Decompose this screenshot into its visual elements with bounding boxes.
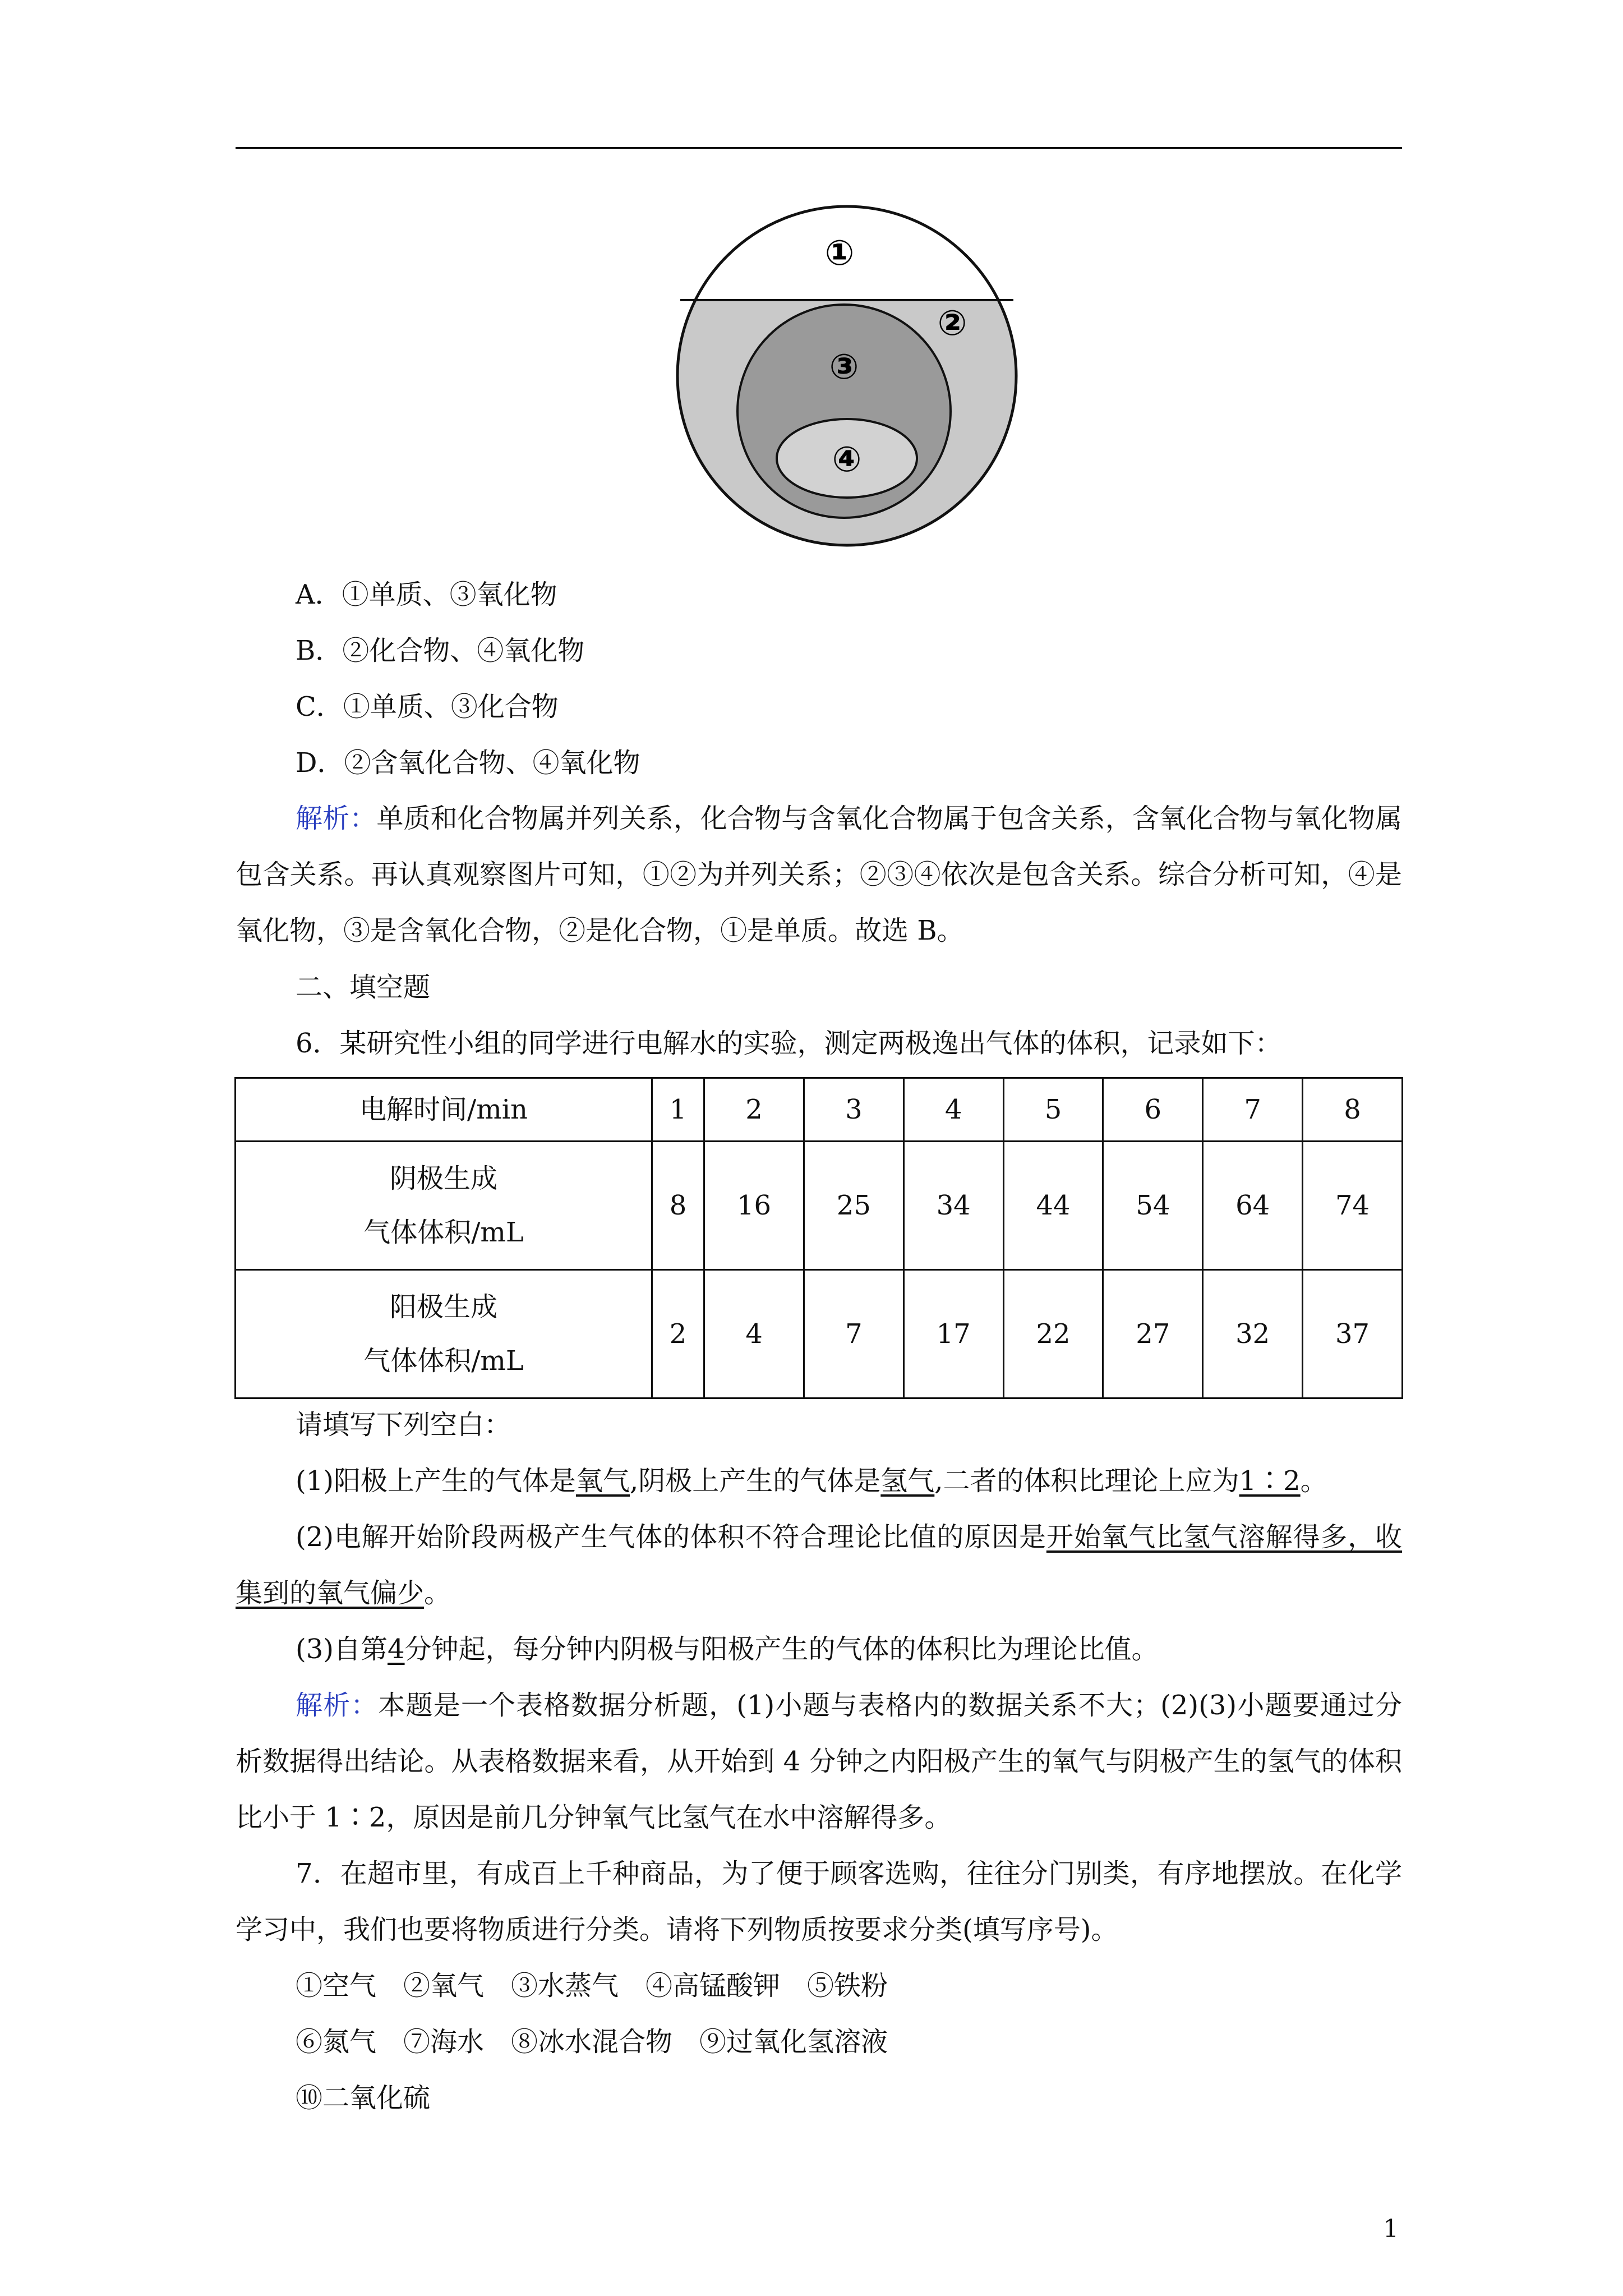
table-row	[236, 1142, 1403, 1270]
diagram-label-3: ③	[829, 346, 859, 387]
page-number: 1	[1383, 2215, 1399, 2243]
table-header-cell: 7	[1203, 1078, 1303, 1142]
fill-prompt: 请填写下列空白：	[296, 1409, 511, 1441]
table-header-cell: 1	[652, 1078, 704, 1142]
table-header-cell: 6	[1103, 1078, 1203, 1142]
diagram-label-4: ④	[832, 439, 862, 480]
table-header-cell: 2	[704, 1078, 804, 1142]
section-title: 二、填空题	[296, 972, 431, 1003]
analysis-label: 解析：	[296, 803, 377, 834]
table-header-label: 电解时间/min	[236, 1078, 652, 1142]
text-run: 分钟起，每分钟内阴极与阳极产生的气体的体积比为理论比值。	[404, 1634, 1159, 1665]
sub-question-2	[236, 1509, 1402, 1621]
text-run: 。	[1300, 1465, 1327, 1497]
table-row-label	[236, 1270, 652, 1398]
table-cell: 37	[1303, 1270, 1403, 1398]
option-d: D．②含氧化合物、④氧化物	[296, 747, 640, 779]
table-header-cell: 4	[903, 1078, 1003, 1142]
text-run: ,阴极上产生的气体是	[630, 1465, 881, 1497]
row-label-line: 阳极生成	[389, 1291, 497, 1323]
row-label-line: 阴极生成	[389, 1163, 497, 1194]
diagram-label-2: ②	[937, 302, 967, 343]
option-b: B．②化合物、④氧化物	[296, 635, 585, 666]
text-run: (2)电解开始阶段两极产生气体的体积不符合理论比值的原因是	[296, 1521, 1046, 1553]
analysis-paragraph-1	[236, 790, 1402, 959]
sub-question-3	[296, 1632, 1159, 1666]
diagram-label-1: ①	[824, 232, 855, 273]
option-a: A．①单质、③氧化物	[296, 579, 557, 610]
table-cell: 22	[1003, 1270, 1103, 1398]
question-7-stem: 7．在超市里，有成百上千种商品，为了便于顾客选购，往往分门别类，有序地摆放。在化学学习中，我们也要将物质进行分类。请将下列物质按要求分类(填写序号)。	[236, 1858, 1402, 1945]
classification-diagram	[676, 205, 1018, 547]
q7-items-line-1: ①空气 ②氧气 ③水蒸气 ④高锰酸钾 ⑤铁粉	[296, 1970, 888, 2001]
analysis-text: 本题是一个表格数据分析题，(1)小题与表格内的数据关系不大；(2)(3)小题要通过分析数据得出结论。从表格数据来看，从开始到 4 分钟之内阳极产生的氧气与阴极产生的氢气的体积比小于 1∶2，原因是前几分钟氧气比氢气在水中溶解得多。	[236, 1690, 1402, 1833]
electrolysis-table	[234, 1077, 1403, 1399]
table-header-cell: 3	[804, 1078, 903, 1142]
table-cell: 7	[804, 1270, 903, 1398]
analysis-paragraph-2	[236, 1677, 1402, 1846]
table-cell: 34	[903, 1142, 1003, 1270]
answer-blank: 氢气	[880, 1465, 935, 1497]
table-cell: 4	[704, 1270, 804, 1398]
answer-blank: 氧气	[576, 1465, 630, 1497]
sub-question-1	[296, 1464, 1327, 1498]
q7-items-line-2: ⑥氮气 ⑦海水 ⑧冰水混合物 ⑨过氧化氢溶液	[296, 2026, 888, 2058]
text-run: (1)阳极上产生的气体是	[296, 1465, 576, 1497]
answer-blank: 1∶2	[1239, 1465, 1301, 1497]
text-run: ,二者的体积比理论上应为	[934, 1465, 1239, 1497]
table-row-label	[236, 1142, 652, 1270]
analysis-text: 单质和化合物属并列关系，化合物与含氧化合物属于包含关系，含氧化合物与氧化物属包含关系。再认真观察图片可知，①②为并列关系；②③④依次是包含关系。综合分析可知，④是氧化物，③是含氧化合物，②是化合物，①是单质。故选 B。	[236, 803, 1402, 946]
table-cell: 25	[804, 1142, 903, 1270]
answer-blank: 开始氧气比氢气溶解得多，收集到的氧气偏少	[236, 1521, 1402, 1609]
table-cell: 8	[652, 1142, 704, 1270]
option-c: C．①单质、③化合物	[296, 691, 559, 723]
text-run: 。	[424, 1577, 451, 1609]
q7-items-line-3: ⑩二氧化硫	[296, 2082, 431, 2114]
table-cell: 54	[1103, 1142, 1203, 1270]
table-cell: 16	[704, 1142, 804, 1270]
table-header-row	[236, 1078, 1403, 1142]
table-cell: 32	[1203, 1270, 1303, 1398]
row-label-line: 气体体积/mL	[363, 1217, 524, 1248]
header-rule	[236, 147, 1402, 149]
table-row	[236, 1270, 1403, 1398]
row-label-line: 气体体积/mL	[363, 1345, 524, 1377]
table-header-cell: 5	[1003, 1078, 1103, 1142]
analysis-label: 解析：	[296, 1690, 379, 1721]
answer-blank: 4	[388, 1634, 405, 1665]
table-cell: 44	[1003, 1142, 1103, 1270]
table-cell: 17	[903, 1270, 1003, 1398]
table-cell: 74	[1303, 1142, 1403, 1270]
question-6-stem: 6．某研究性小组的同学进行电解水的实验，测定两极逸出气体的体积，记录如下：	[296, 1028, 1282, 1059]
table-header-cell: 8	[1303, 1078, 1403, 1142]
table-cell: 64	[1203, 1142, 1303, 1270]
text-run: (3)自第	[296, 1634, 388, 1665]
table-cell: 27	[1103, 1270, 1203, 1398]
table-cell: 2	[652, 1270, 704, 1398]
